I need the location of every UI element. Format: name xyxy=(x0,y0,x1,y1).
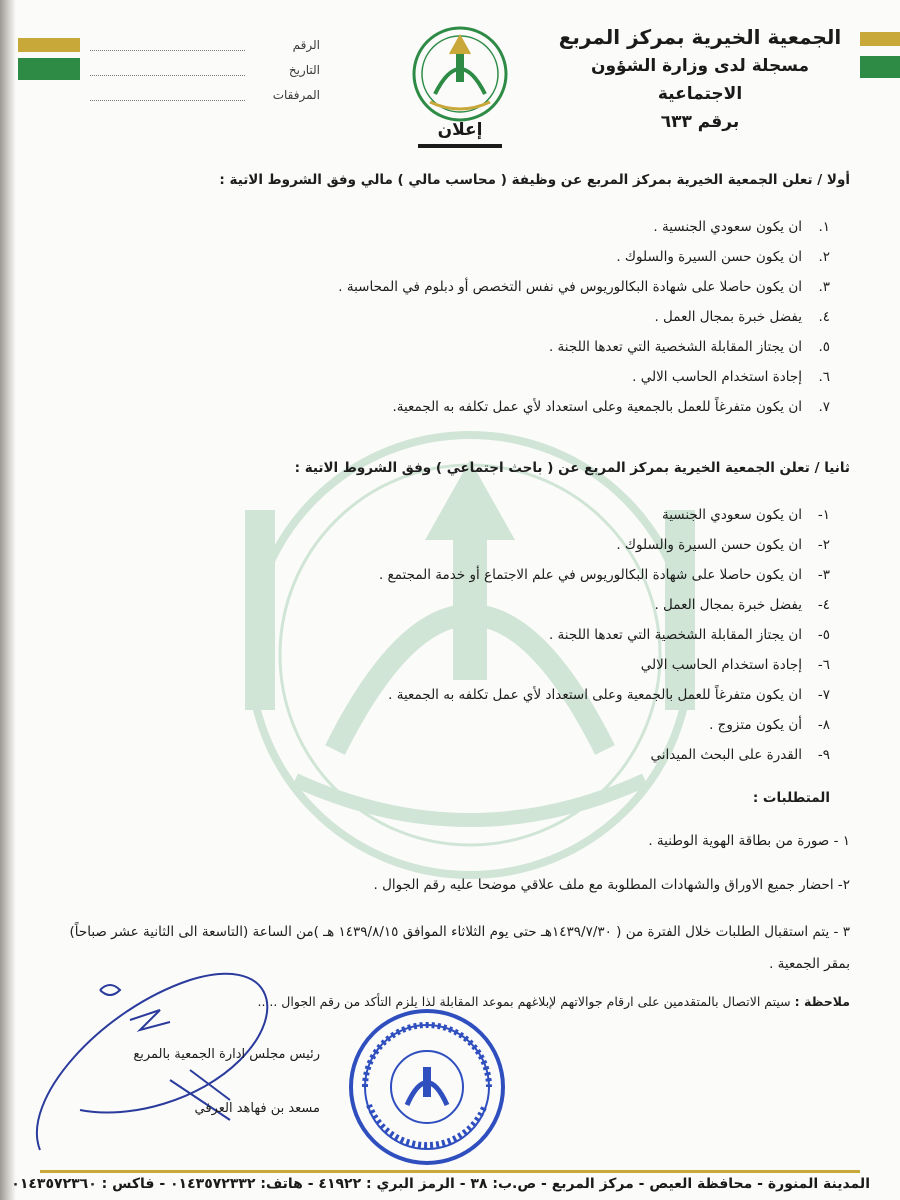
org-logo xyxy=(405,24,515,124)
list-item: ٥. ان يجتاز المقابلة الشخصية التي تعدها اللجنة . xyxy=(548,339,830,355)
researcher-conditions-list xyxy=(60,500,850,770)
signatory-title: رئيس مجلس ادارة الجمعية بالمربع xyxy=(133,1047,320,1062)
section-researcher-heading: ثانيا / تعلن الجمعية الخيرية بمركز المربع عن ( باحث اجتماعي ) وفق الشروط الاتية : xyxy=(294,460,850,476)
announcement-underline xyxy=(418,144,502,148)
green-stripe-left xyxy=(18,58,80,80)
section-social-researcher xyxy=(60,458,850,770)
list-item: ٤. يفضل خبرة بمجال العمل . xyxy=(654,309,830,325)
list-item: ٦. إجادة استخدام الحاسب الالي . xyxy=(632,369,830,385)
list-item: ٢- ان يكون حسن السيرة والسلوك . xyxy=(616,537,830,553)
registration-line: مسجلة لدى وزارة الشؤون الاجتماعية xyxy=(590,56,810,104)
list-item: ١- ان يكون سعودي الجنسية xyxy=(661,507,830,523)
requirement-item: ٣ - يتم استقبال الطلبات خلال الفترة من ( ١٤٣٩/٧/٣٠هـ حتى يوم الثلاثاء الموافق ١٤٣٩/٨/١٥ هـ )من الساعة (التاسعة الى الثانية عشر صباحاً) بمقر الجمعية . xyxy=(69,924,850,972)
list-item: ٦- إجادة استخدام الحاسب الالي xyxy=(640,657,830,673)
green-stripe-right xyxy=(860,56,900,78)
accountant-conditions-list xyxy=(60,212,850,422)
requirement-item: ٢- احضار جميع الاوراق والشهادات المطلوبة مع ملف علاقي موضحا عليه رقم الجوال . xyxy=(373,877,850,893)
list-item: ٨- أن يكون متزوج . xyxy=(709,717,830,733)
footer-contact: المدينة المنورة - محافظة العيص - مركز المربع - ص.ب: ٣٨ - الرمز البري : ٤١٩٢٢ - هاتف: ٠١٤٣٥٧٢٣٣٢ - فاكس : ٠١٤٣٥٧٢٣٦٠ xyxy=(11,1176,870,1192)
page-edge-shadow xyxy=(0,0,16,1200)
section-accountant-heading: أولا / تعلن الجمعية الخيرية بمركز المربع عن وظيفة ( محاسب مالي ) مالي وفق الشروط الاتية : xyxy=(219,172,850,188)
org-header xyxy=(550,22,850,136)
announcement-title: إعلان xyxy=(437,120,483,140)
gold-stripe-left xyxy=(18,38,80,52)
note-label: ملاحظة : xyxy=(794,994,850,1009)
list-item: ٣- ان يكون حاصلا على شهادة البكالوريوس في علم الاجتماع أو خدمة المجتمع . xyxy=(378,567,830,583)
official-stamp xyxy=(345,1005,510,1170)
list-item: ١. ان يكون سعودي الجنسية . xyxy=(653,219,830,235)
list-item: ٩- القدرة على البحث الميداني xyxy=(650,747,830,763)
list-item: ٥- ان يجتاز المقابلة الشخصية التي تعدها اللجنة . xyxy=(548,627,830,643)
registration-number: برقم ٦٣٣ xyxy=(660,112,740,132)
list-item: ٤- يفضل خبرة بمجال العمل . xyxy=(654,597,830,613)
note-text: سيتم الاتصال بالمتقدمين على ارقام جوالاتهم لإبلاغهم بموعد المقابلة لذا يلزم التأكد من رقم الجوال ..... xyxy=(257,994,791,1009)
footer-divider xyxy=(40,1170,860,1173)
field-number: الرقم xyxy=(90,32,320,57)
list-item: ٧. ان يكون متفرغاً للعمل بالجمعية وعلى استعداد لأي عمل تكلفه به الجمعية. xyxy=(392,399,830,415)
requirements-title: المتطلبات : xyxy=(752,790,830,806)
list-item: ٧- ان يكون متفرغاً للعمل بالجمعية وعلى استعداد لأي عمل تكلفه به الجمعية . xyxy=(388,687,830,703)
org-name: الجمعية الخيرية بمركز المربع xyxy=(558,25,842,49)
reference-fields xyxy=(90,32,320,107)
requirement-item: ١ - صورة من بطاقة الهوية الوطنية . xyxy=(648,833,850,849)
field-attachments: المرفقات xyxy=(90,82,320,107)
gold-stripe-right xyxy=(860,32,900,46)
signatory-name: مسعد بن فهاهد العرفي xyxy=(194,1101,320,1116)
section-accountant xyxy=(60,170,850,422)
list-item: ٢. ان يكون حسن السيرة والسلوك . xyxy=(616,249,830,265)
field-date: التاريخ xyxy=(90,57,320,82)
list-item: ٣. ان يكون حاصلا على شهادة البكالوريوس في نفس التخصص أو دبلوم في المحاسبة . xyxy=(338,279,830,295)
